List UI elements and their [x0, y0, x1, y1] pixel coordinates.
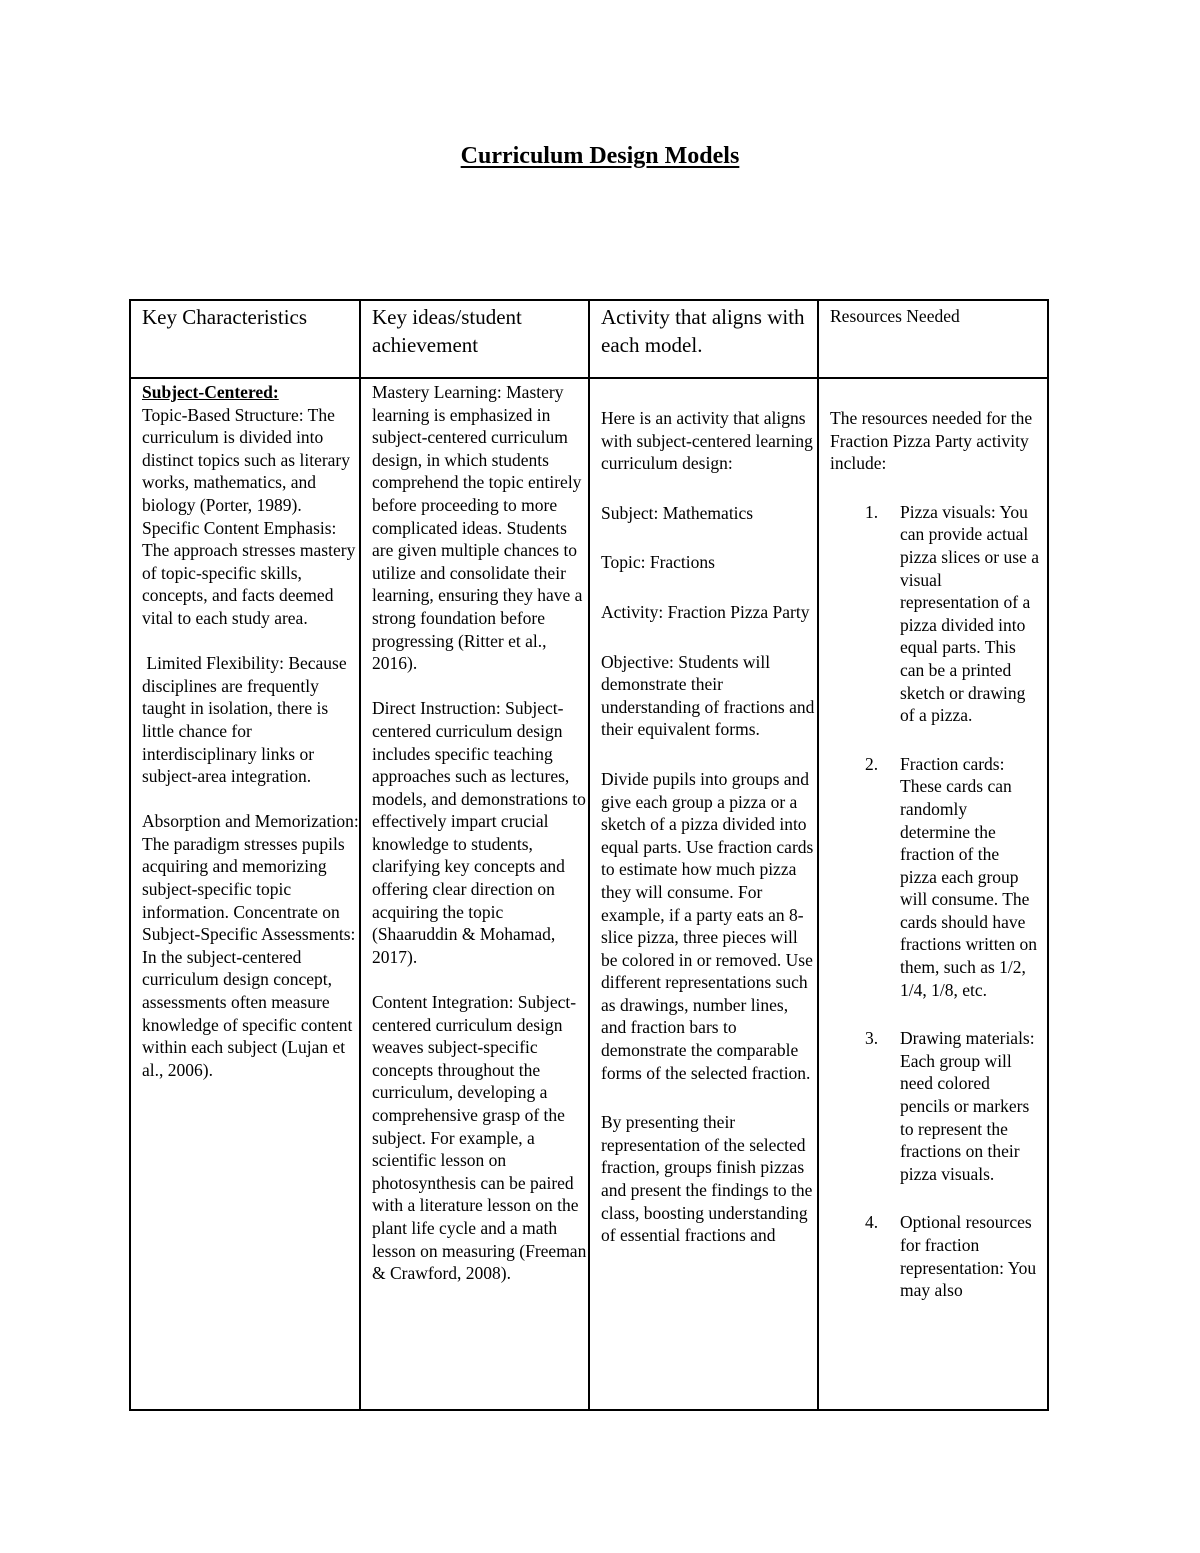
header-key-ideas: Key ideas/student achievement	[360, 300, 589, 378]
col2-paragraph: Direct Instruction: Subject-centered curriculum design includes specific teaching approaches such as lectures, models, and demonstrations to effectively impart crucial knowledge to students, clarifying key concepts and offering clear direction on acquiring the topic (Shaaruddin & Mohamad, 2017).	[372, 698, 586, 967]
list-item-text: Fraction cards: These cards can randomly determine the fraction of the pizza each group will consume. The cards should have fractions written on them, such as 1/2, 1/4, 1/8, etc.	[900, 753, 1038, 1000]
cell-activity	[589, 378, 818, 1410]
resources-list	[830, 501, 1047, 1302]
table-body-row	[130, 378, 1048, 1410]
list-item-number: 1.	[865, 501, 879, 522]
page-title: Curriculum Design Models	[460, 143, 740, 169]
subject-centered-heading: Subject-Centered:	[142, 382, 279, 402]
activity-topic: Topic: Fractions	[601, 552, 715, 573]
activity-conclusion: By presenting their representation of the selected fraction, groups finish pizzas and present the findings to the class, boosting understanding of essential fractions and	[601, 1112, 813, 1246]
activity-steps: Divide pupils into groups and give each group a pizza or a sketch of a pizza divided into equal parts. Use fraction cards to estimate how much pizza they will consume. For example, if a party eats an 8-slice pizza, three pieces will be colored in or removed. Use different representations such as drawings, number lines, and fraction bars to demonstrate the comparable forms of the selected fraction.	[601, 768, 814, 1083]
activity-objective: Objective: Students will demonstrate their understanding of fractions and their equivalent forms.	[601, 651, 815, 740]
list-item	[830, 1211, 1047, 1301]
col1-paragraph: Absorption and Memorization: The paradigm stresses pupils acquiring and memorizing subject-specific topic information. Concentrate on Subject-Specific Assessments: In the subject-centered curriculum design concept, assessments often measure knowledge of specific content within each subject (Lujan et al., 2006).	[142, 811, 359, 1080]
col2-paragraph: Content Integration: Subject-centered curriculum design weaves subject-specific concepts throughout the curriculum, developing a comprehensive grasp of the subject. For example, a scientific lesson on photosynthesis can be paired with a literature lesson on the plant life cycle and a math lesson on measuring (Freeman & Crawford, 2008).	[372, 992, 587, 1284]
cell-key-ideas	[360, 378, 589, 1410]
col2-paragraph: Mastery Learning: Mastery learning is emphasized in subject-centered curriculum design, in which students comprehend the topic entirely before proceeding to more complicated ideas. Students are given multiple chances to utilize and consolidate their learning, ensuring they have a strong foundation before progressing (Ritter et al., 2016).	[372, 382, 583, 674]
list-item-text: Optional resources for fraction representation: You may also	[900, 1212, 1037, 1301]
list-item-number: 2.	[865, 753, 879, 774]
col1-paragraph: Topic-Based Structure: The curriculum is divided into distinct topics such as literary works, mathematics, and biology (Porter, 1989). Specific Content Emphasis: The approach stresses mastery of topic-specific skills, concepts, and facts deemed vital to each study area.	[142, 404, 356, 628]
table-header-row	[130, 300, 1048, 378]
cell-key-characteristics	[130, 378, 360, 1410]
cell-resources	[818, 378, 1048, 1410]
list-item	[830, 753, 1047, 1002]
activity-intro: Here is an activity that aligns with subject-centered learning curriculum design:	[601, 408, 813, 474]
list-item-text: Pizza visuals: You can provide actual pizza slices or use a visual representation of a pizza divided into equal parts. This can be a printed sketch or drawing of a pizza.	[900, 501, 1039, 726]
header-activity: Activity that aligns with each model.	[589, 300, 818, 378]
list-item-number: 3.	[865, 1028, 879, 1049]
header-key-characteristics: Key Characteristics	[130, 300, 360, 378]
curriculum-table	[129, 299, 1049, 1411]
list-item	[830, 1027, 1047, 1185]
col1-paragraph: Limited Flexibility: Because disciplines are frequently taught in isolation, there is little chance for interdisciplinary links or subject-area integration.	[142, 653, 351, 787]
resources-intro: The resources needed for the Fraction Pizza Party activity include:	[830, 408, 1033, 474]
activity-subject: Subject: Mathematics	[601, 502, 754, 523]
list-item-text: Drawing materials: Each group will need colored pencils or markers to represent the fractions on their pizza visuals.	[900, 1028, 1035, 1184]
activity-name: Activity: Fraction Pizza Party	[601, 601, 810, 622]
list-item-number: 4.	[865, 1212, 879, 1233]
header-resources: Resources Needed	[818, 300, 1048, 378]
list-item	[830, 501, 1047, 727]
